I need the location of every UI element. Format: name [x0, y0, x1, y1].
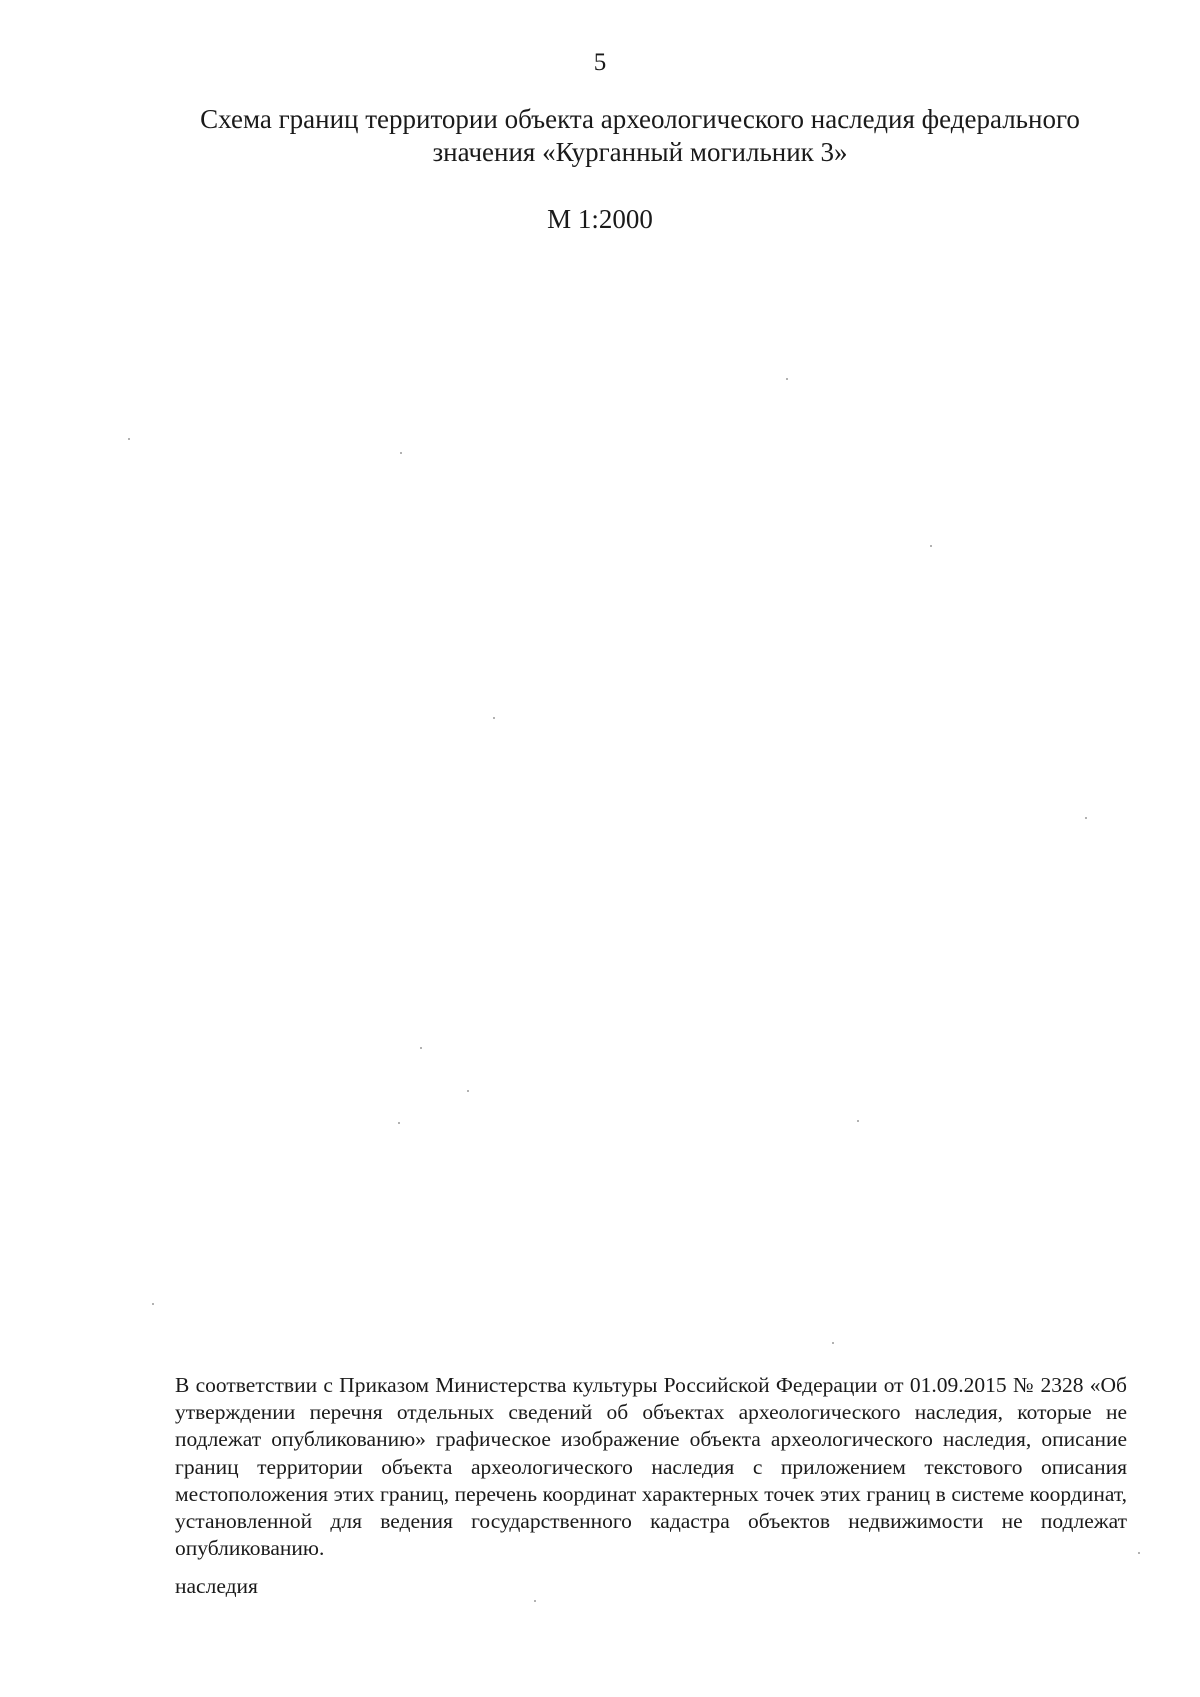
- title-line-1: Схема границ территории объекта археологического наследия федерального: [200, 104, 1080, 134]
- scan-speck: [857, 1120, 859, 1122]
- scan-speck: [1085, 817, 1087, 819]
- title-line-2: значения «Курганный могильник 3»: [432, 137, 848, 167]
- scan-speck: [534, 1600, 536, 1602]
- document-title: [150, 103, 1130, 169]
- scan-speck: [400, 452, 402, 454]
- scan-speck: [493, 717, 495, 719]
- page-number: 5: [593, 49, 607, 76]
- scan-speck: [398, 1122, 400, 1124]
- publication-restriction-notice: В соответствии с Приказом Министерства культуры Российской Федерации от 01.09.2015 № 2328 «Об утверждении перечня отдельных сведений об объектах археологического наследия, которые не подлежат опубликованию» графическое изображение объекта археологического наследия, описание границ территории объекта археологического наследия с приложением текстового описания местоположения этих границ, перечень координат характерных точек этих границ в системе координат, установленной для ведения государственного кадастра объектов недвижимости не подлежат опубликованию.: [175, 1373, 1127, 1561]
- scan-speck: [152, 1303, 154, 1305]
- scan-speck: [1138, 1552, 1140, 1554]
- scan-speck: [786, 378, 788, 380]
- scan-speck: [420, 1047, 422, 1049]
- scan-speck: [832, 1342, 834, 1344]
- scan-speck: [128, 438, 130, 440]
- scan-speck: [467, 1090, 469, 1092]
- scan-speck: [930, 545, 932, 547]
- notice-tail-word: наследия: [175, 1574, 258, 1598]
- map-scale: М 1:2000: [547, 204, 653, 234]
